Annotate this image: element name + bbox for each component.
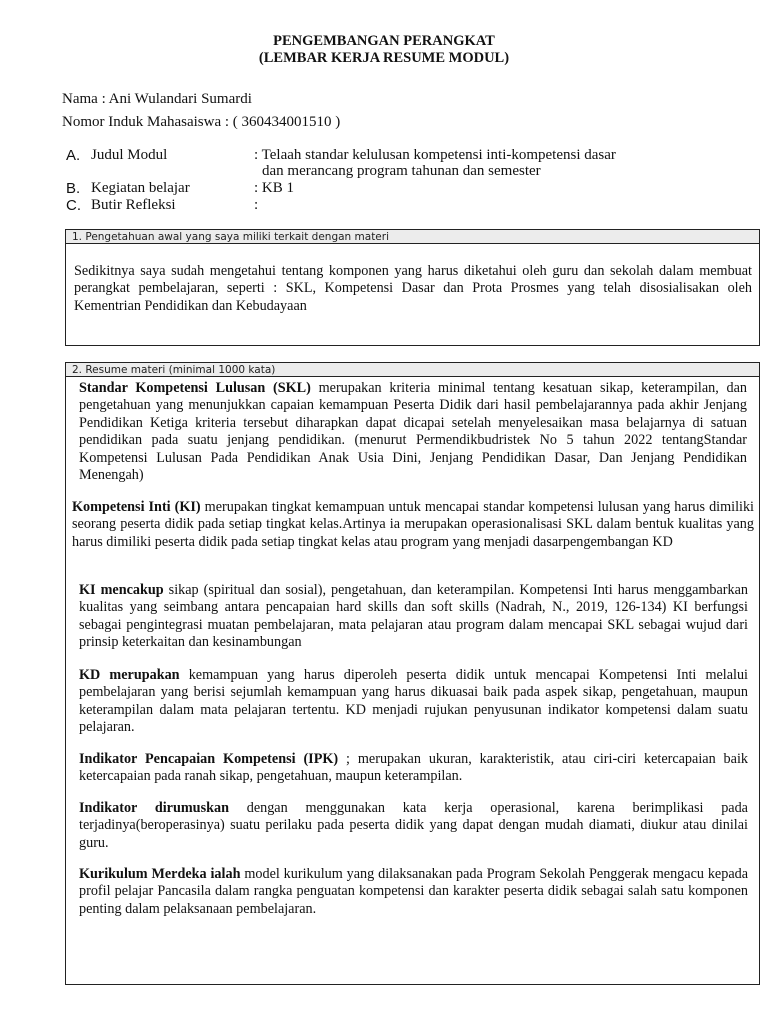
merdeka-text: model kurikulum yang dilaksanakan pada Program Sekolah Penggerak mengacu kepada profil pelajar Pancasila dalam rangka penguatan kompetensi dan karakter peserta didik sebagai salah satu komponen penting dalam pelaksanaan pembelajaran. [79,866,749,917]
resume-paragraph-ki-scope [79,582,748,652]
module-title-label: Judul Modul [91,147,168,163]
document-title: PENGEMBANGAN PERANGKAT [273,33,495,49]
item-letter-a: A. [66,147,81,164]
reflection-value: : [254,197,259,213]
document-subtitle: (LEMBAR KERJA RESUME MODUL) [258,50,510,66]
indicator-term: Indikator dirumuskan [79,800,229,816]
ki-text: merupakan tingkat kemampuan untuk mencapai standar kompetensi lulusan yang harus dimiliki seorang peserta didik pada setiap tingkat kelas.Artinya ia merupakan operasionalisasi SKL dalam bentuk kualitas yang harus dimiliki peserta didik pada setiap tingkat kelas atau program yang menjadi dasarpengembangan KD [72,499,754,550]
ipk-text: ; merupakan ukuran, karakteristik, atau ciri-ciri ketercapaian baik ketercapaian pada ranah sikap, pengetahuan, maupun keterampilan. [79,751,748,785]
resume-paragraph-merdeka [79,866,748,918]
ki-scope-text: sikap (spiritual dan sosial), pengetahuan, dan keterampilan. Kompetensi Inti harus menggambarkan kualitas yang seimbang antara pencapaian hard skills dan soft skills (Nadrah, N., 2019, 126-134) KI berfungsi sebagai pengintegrasi muatan pembelajaran, mata pelajaran atau program dalam mencapai SKL sebagai wujud dari prinsip keterkaitan dan kesinambungan [79,582,749,651]
resume-paragraph-kd [79,667,748,737]
resume-paragraph-ipk [79,751,748,786]
skl-term: Standar Kompetensi Lulusan (SKL) [79,380,311,396]
student-name: Nama : Ani Wulandari Sumardi [62,91,252,107]
learning-activity-value: : KB 1 [254,180,295,196]
item-letter-b: B. [66,180,81,197]
indicator-text: dengan menggunakan kata kerja operasional, karena berimplikasi pada terjadinya(beroperasinya) suatu perilaku pada peserta didik yang dapat dengan mudah diamati, diukur atau dinilai guru. [79,800,748,851]
prior-knowledge-header: 1. Pengetahuan awal yang saya miliki terkait dengan materi [66,230,759,244]
kd-term: KD merupakan [79,667,180,683]
resume-paragraph-indicator [79,800,748,852]
kd-text: kemampuan yang harus diperoleh peserta didik untuk mencapai Kompetensi Inti melalui pembelajaran yang berisi sejumlah kemampuan yang harus dikuasai baik pada aspek sikap, pengetahuan, maupun keterampilan dalam mata pelajaran tertentu. KD menjadi rujukan penyusunan indikator kompetensi dalam suatu pelajaran. [79,667,748,736]
item-letter-c: C. [66,197,81,214]
resume-paragraph-skl [79,380,747,484]
prior-knowledge-text: Sedikitnya saya sudah mengetahui tentang komponen yang harus diketahui oleh guru dan sekolah dalam membuat perangkat pembelajaran, seperti : SKL, Kompetensi Dasar dan Prota Prosmes yang telah disosialisakan oleh Kementrian Pendidikan dan Kebudayaan [74,263,752,314]
module-title-value: : Telaah standar kelulusan kompetensi inti-kompetensi dasar [254,147,616,163]
resume-header: 2. Resume materi (minimal 1000 kata) [66,363,759,377]
resume-paragraph-ki [72,499,754,551]
skl-text: merupakan kriteria minimal tentang kesatuan sikap, keterampilan, dan pengetahuan yang menunjukkan capaian kemampuan Peserta Didik dari hasil pembelajarannya pada akhir Jenjang Pendidikan Ketiga kriteria tersebut diharapkan dapat dicapai setelah menyelesaikan masa belajarnya di satuan pendidikan pada suatu jenjang pendidikan. (menurut Permendikbudristek No 5 tahun 2022 tentangStandar Kompetensi Lulusan Pada Pendidikan Anak Usia Dini, Jenjang Pendidikan Dasar, Dan Jenjang Pendidikan Menengah) [79,380,747,484]
ipk-term: Indikator Pencapaian Kompetensi (IPK) [79,751,339,767]
reflection-label: Butir Refleksi [91,197,176,213]
ki-scope-term: KI mencakup [79,582,164,598]
prior-knowledge-box [65,229,760,346]
module-title-value-cont: dan merancang program tahunan dan semester [262,163,541,179]
merdeka-term: Kurikulum Merdeka ialah [79,866,241,882]
ki-term: Kompetensi Inti (KI) [72,499,201,515]
resume-box [65,362,760,985]
student-id: Nomor Induk Mahasaiswa : ( 360434001510 ) [62,114,341,130]
learning-activity-label: Kegiatan belajar [91,180,190,196]
